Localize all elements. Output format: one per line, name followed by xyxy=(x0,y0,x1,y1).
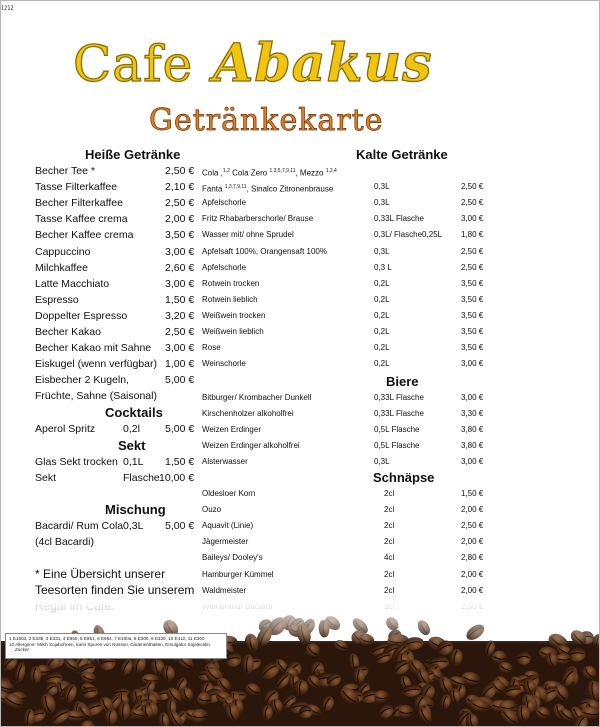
list-item-name: Alsterwasser xyxy=(202,457,248,467)
list-item-price: 2,50 € xyxy=(461,521,484,531)
list-item-name: Aperol Spritz xyxy=(35,423,96,435)
list-item-text: Fanta xyxy=(202,184,225,194)
list-item-name: Apfelschorle xyxy=(202,198,247,208)
list-item-price: 2,00 € xyxy=(461,569,484,579)
list-item-name: Ouzo xyxy=(202,505,222,515)
footnote-line: 1 E150d, 2 E338, 3 E331, 4 E950, 5 E951, 6 E954, 7 E160a, 8 E300, 9 E330, 10 E412, 11 E300 xyxy=(9,636,205,641)
list-item-name: Eiskugel (wenn verfügbar) xyxy=(35,358,157,371)
list-item-name: Doppelter Espresso xyxy=(35,309,128,322)
list-item-name: Aquavit (Linie) xyxy=(202,521,254,531)
list-item-price: 2,50 € xyxy=(461,262,484,272)
list-item-size: 0,33L Flasche xyxy=(374,409,424,419)
list-item-price: 2,50 € xyxy=(461,198,484,208)
list-item-size: 2cl xyxy=(384,537,395,547)
list-item-size: 0,2L xyxy=(374,327,390,336)
sekt-heading: Sekt xyxy=(118,438,146,453)
beer-heading: Biere xyxy=(386,374,419,389)
list-item-name: Sekt xyxy=(35,472,57,484)
list-item-name: Hamburger Kümmel xyxy=(202,569,274,579)
list-item-name: Früchte, Sahne (Saisonal) xyxy=(35,390,157,403)
list-item-size: 0,3L xyxy=(123,520,144,532)
list-item-name: Eisbecher 2 Kugeln, xyxy=(35,374,129,387)
list-item-price: 3,00 € xyxy=(165,342,195,355)
allergen-superscript: 1,2 xyxy=(222,168,230,174)
list-item-price: 10,00 € xyxy=(159,472,195,484)
list-item-name: Becher Filterkaffee xyxy=(35,197,123,210)
list-item-price: 1,80 € xyxy=(461,230,484,240)
list-item-price: 3,50 € xyxy=(461,327,484,336)
list-item-price: 3,50 € xyxy=(461,343,484,353)
tea-note-line: Teesorten finden Sie unserem xyxy=(35,583,195,597)
list-item-text: Cola Zero xyxy=(229,168,270,178)
list-item-size: 0,5L Flasche xyxy=(374,425,420,435)
list-item-price: 2,00 € xyxy=(165,213,195,226)
list-item-size: 0,2L xyxy=(374,310,390,320)
list-item-price: 2,10 € xyxy=(165,181,195,194)
list-item-name: Oldesloer Korn xyxy=(202,489,256,498)
list-item-size: 0,2L xyxy=(374,359,390,369)
list-item-price: 2,60 € xyxy=(165,261,195,274)
list-item-name: Becher Kaffee crema xyxy=(35,229,134,242)
list-item-name xyxy=(202,180,333,197)
list-item-name: Wasser mit/ ohne Sprudel xyxy=(202,230,294,240)
list-item-price: 2,50 € xyxy=(165,326,195,338)
list-item-price: 3,50 € xyxy=(461,278,484,288)
logo-cafe-text: Cafe xyxy=(73,35,194,93)
list-item-size: 0,3L xyxy=(374,246,390,256)
mischung-heading: Mischung xyxy=(105,502,166,517)
list-item-name: Glas Sekt trocken xyxy=(35,456,118,468)
list-item-name: Rotwein lieblich xyxy=(202,294,258,304)
list-item-text: Cola , xyxy=(202,168,223,178)
list-item-size: 0,2L xyxy=(374,278,390,288)
list-item-price: 3,00 € xyxy=(165,277,195,290)
list-item-name: Jägermeister xyxy=(202,537,249,547)
list-item-name: Becher Tee * xyxy=(35,165,95,177)
list-item-size: 4cl xyxy=(384,553,395,563)
list-item-name: (4cl Bacardi) xyxy=(35,536,94,548)
list-item-size: 0,3L xyxy=(374,182,390,192)
list-item-price: 3,50 € xyxy=(165,229,195,242)
list-item-size: 2cl xyxy=(384,569,395,579)
list-item-size: 0,2l xyxy=(123,423,140,435)
list-item-price: 2,50 € xyxy=(165,165,195,177)
cocktails-heading: Cocktails xyxy=(105,405,163,420)
list-item-price: 2,50 € xyxy=(165,197,195,210)
list-item-name: Bitburger/ Krombacher Dunkell xyxy=(202,393,312,402)
footnote-line: 12 Allergene: Milch Sojabohnen, kann Spuren von Nüssen, Glutenenthalten, Emulgator Sojalecetin xyxy=(9,641,210,647)
cafe-logo xyxy=(73,31,533,101)
list-item-price: 3,00 € xyxy=(461,359,484,369)
list-item-text: , Sinalco Zitronenbrause xyxy=(246,184,334,194)
allergen-footnote xyxy=(5,633,227,659)
list-item-price: 3,00 € xyxy=(461,393,484,402)
list-item-size: 0,33L Flasche xyxy=(374,214,424,224)
list-item-name: Milchkaffee xyxy=(35,261,88,274)
list-item-price: 1,50 € xyxy=(165,456,195,468)
list-item-price: 3,20 € xyxy=(165,309,195,322)
list-item-size: 0,3L xyxy=(374,457,390,467)
list-item-price: 3,00 € xyxy=(165,245,195,258)
list-item-name: Tasse Filterkaffee xyxy=(35,181,118,194)
list-item-price: 3,80 € xyxy=(461,425,484,435)
list-item-name: Weißwein lieblich xyxy=(202,327,264,336)
list-item-name: Rotwein trocken xyxy=(202,278,260,288)
list-item-name: Apfelschorle xyxy=(202,262,247,272)
list-item-size: 0,2L xyxy=(374,294,390,304)
list-item-name: Fritz Rhabarberschorle/ Brause xyxy=(202,214,314,224)
logo-name-text: Abakus xyxy=(213,33,433,94)
schnaps-heading: Schnäpse xyxy=(373,470,435,485)
list-item-size: 0,3 L xyxy=(374,262,392,272)
list-item-price: 5,00 € xyxy=(165,520,195,532)
list-item-price: 1,00 € xyxy=(165,358,195,371)
list-item-size: 0,3L xyxy=(374,198,390,208)
list-item-price: 3,00 € xyxy=(461,457,484,467)
list-item-price: 2,00 € xyxy=(461,505,484,515)
list-item-price: 3,50 € xyxy=(461,310,484,320)
list-item-name: Rose xyxy=(202,343,221,353)
cold-drinks-heading: Kalte Getränke xyxy=(356,147,448,162)
list-item-price: 5,00 € xyxy=(165,423,195,435)
list-item-price: 1,50 € xyxy=(461,489,484,498)
list-item-name: Waldmeister xyxy=(202,585,247,595)
list-item-price: 2,00 € xyxy=(461,585,484,595)
list-item-name: Baileys/ Dooley's xyxy=(202,553,263,563)
allergen-superscript: 1,2,4 xyxy=(325,168,337,174)
list-item-name: Weißwein trocken xyxy=(202,310,266,320)
list-item-price: 2,50 € xyxy=(461,182,484,192)
menu-title: Getränkekarte xyxy=(149,103,384,138)
list-item-price: 3,80 € xyxy=(461,441,484,451)
list-item-size: 2cl xyxy=(384,489,395,498)
list-item-name: Becher Kakao xyxy=(35,326,101,338)
list-item-size: Flasche xyxy=(123,472,160,484)
list-item-name: Latte Macchiato xyxy=(35,277,110,290)
hot-drinks-heading: Heiße Getränke xyxy=(85,147,181,162)
list-item-price: 3,30 € xyxy=(461,409,484,419)
allergen-superscript: 12 xyxy=(1,5,8,12)
list-item-size: 0,33L Flasche xyxy=(374,393,424,402)
list-item-name xyxy=(202,164,337,181)
list-item-name: Weizen Erdinger alkoholfrei xyxy=(202,441,300,451)
list-item-name: Espresso xyxy=(35,293,79,306)
allergen-superscript: 1,3,7,9,11 xyxy=(224,184,247,191)
list-item-name: Becher Kakao mit Sahne xyxy=(35,342,152,355)
list-item-size: 2cl xyxy=(384,505,395,515)
allergen-superscript: 12 xyxy=(7,5,14,12)
list-item-name: Weinschorle xyxy=(202,359,246,369)
list-item-price: 5,00 € xyxy=(165,374,195,387)
list-item-size: 0,2L xyxy=(374,343,390,353)
list-item-name: Tasse Kaffee crema xyxy=(35,213,128,226)
allergen-superscript: 1,3,5,7,9,11 xyxy=(269,168,296,174)
coffee-beans-image xyxy=(1,601,599,726)
list-item-size: 2cl xyxy=(384,521,395,531)
tea-note-line: * Eine Übersicht unserer xyxy=(35,567,166,581)
list-item-price: 2,00 € xyxy=(461,537,484,547)
list-item-price: 2,80 € xyxy=(461,553,484,563)
footnote-line: Zucker xyxy=(15,647,30,653)
list-item-size: 0,3L/ Flasche0,25L xyxy=(374,230,443,240)
list-item-size: 0,1L xyxy=(123,456,144,468)
list-item-name: Cappuccino xyxy=(35,245,91,258)
list-item-name: Bacardi/ Rum Cola xyxy=(35,520,124,532)
list-item-price: 3,00 € xyxy=(461,214,484,224)
list-item-name: Kirschenholzer alkoholfrei xyxy=(202,409,294,419)
list-item-size: 0,5L Flasche xyxy=(374,441,420,451)
list-item-price: 2,50 € xyxy=(461,246,484,256)
list-item-price: 1,50 € xyxy=(165,293,195,306)
list-item-size: 2cl xyxy=(384,585,395,595)
list-item-text: , Mezzo xyxy=(295,168,326,178)
list-item-price: 3,50 € xyxy=(461,294,484,304)
list-item-name: Apfelsaft 100%, Orangensaft 100% xyxy=(202,246,327,256)
list-item-name: Weizen Erdinger xyxy=(202,425,261,435)
